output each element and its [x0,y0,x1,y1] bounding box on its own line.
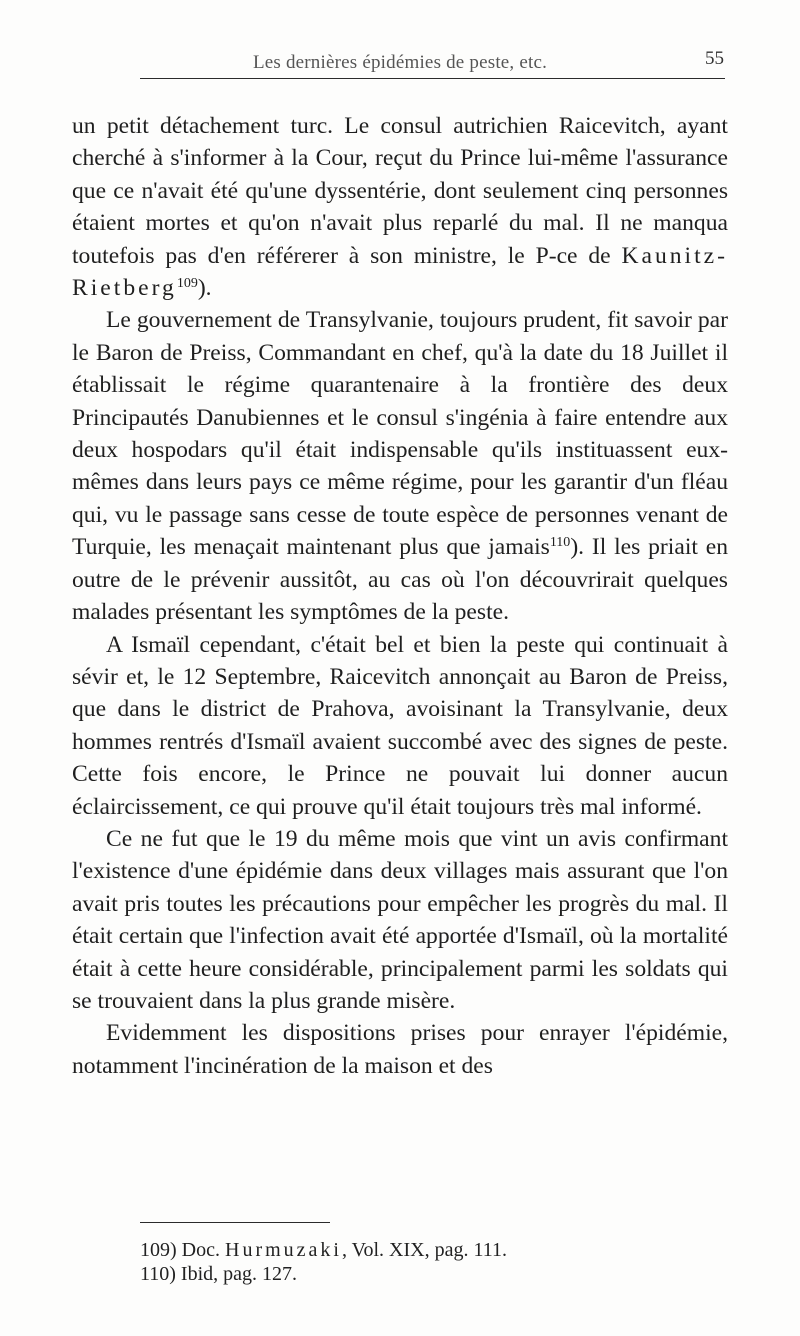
footnote-rest: , Vol. XIX, pag. 111. [341,1239,507,1261]
body-text [72,110,728,1082]
footnote-author: Hurmuzaki [225,1239,342,1261]
paragraph-5: Evidemment les dispositions prises pour enrayer l'épidémie, notamment l'incinération de la maison et des [72,1020,728,1079]
footnote-109 [140,1238,730,1262]
footnote-rule [140,1222,330,1223]
paragraph-2-end: ). Il les priait en outre de le prévenir aussitôt, au cas où l'on découvrirait quelques malades présentant les symptômes de la peste. [72,534,729,626]
footnotes [140,1238,730,1286]
footnote-number: 109) [140,1239,177,1261]
paragraph-3: A Ismaïl cependant, c'était bel et bien la peste qui continuait à sévir et, le 12 Septembre, Raicevitch annonçait au Baron de Preiss, que dans le district de Prahova, avoisinant la Transylvanie, deux hommes rentrés d'Ismaïl avaient succombé avec des signes de peste. Cette fois encore, le Prince ne pouvait lui donner aucun éclaircissement, ce qui prouve qu'il était toujours très mal informé. [72,631,728,820]
footnote-prefix: Doc. [181,1239,225,1261]
paragraph-1-text: un petit détachement turc. Le consul autrichien Raicevitch, ayant cherché à s'informer à la Cour, reçut du Prince lui-même l'assurance que ce n'avait été qu'une dyssentérie, dont seulement cinq personnes étaient mortes et qu'on n'avait plus reparlé du mal. Il ne manqua toutefois pas d'en référerer à son ministre, le P-ce de [72,113,728,269]
page-number: 55 [705,48,724,69]
paragraph-2-text: Le gouvernement de Transylvanie, toujours prudent, fit savoir par le Baron de Preiss, Commandant en chef, qu'à la date du 18 Juillet il établissait le régime quarantenaire à la frontière des deux Principautés Danubiennes et le consul s'ingénia à faire entendre aux deux hospodars qu'il était indispensable qu'ils instituassent eux-mêmes dans leurs pays ce même régime, pour les garantir d'un fléau qui, vu le passage sans cesse de toute espèce de personnes venant de Turquie, les menaçait maintenant plus que jamais [72,307,728,561]
footnote-number: 110) [140,1263,176,1285]
footnote-ref-109: 109 [176,276,198,292]
paragraph-1-end: ). [197,275,212,302]
footnote-prefix: Ibid, [180,1263,224,1285]
running-header [0,48,800,80]
paragraph-1 [72,110,728,304]
header-rule [140,78,725,79]
footnote-ref-110: 110 [549,535,571,551]
footnote-rest: pag. 127. [223,1263,298,1285]
paragraph-2 [72,304,728,628]
kaunitz-name: Kaunitz-Rietberg [72,242,728,302]
running-title: Les dernières épidémies de peste, etc. [252,52,548,73]
paragraph-4: Ce ne fut que le 19 du même mois que vint un avis confirmant l'existence d'une épidémie dans deux villages mais assurant que l'on avait pris toutes les précautions pour empêcher les progrès du mal. Il était certain que l'infection avait été apportée d'Ismaïl, où la mortalité était à cette heure considérable, principalement parmi les soldats qui se trouvaient dans la plus grande misère. [72,825,728,1014]
footnote-110 [140,1262,730,1286]
